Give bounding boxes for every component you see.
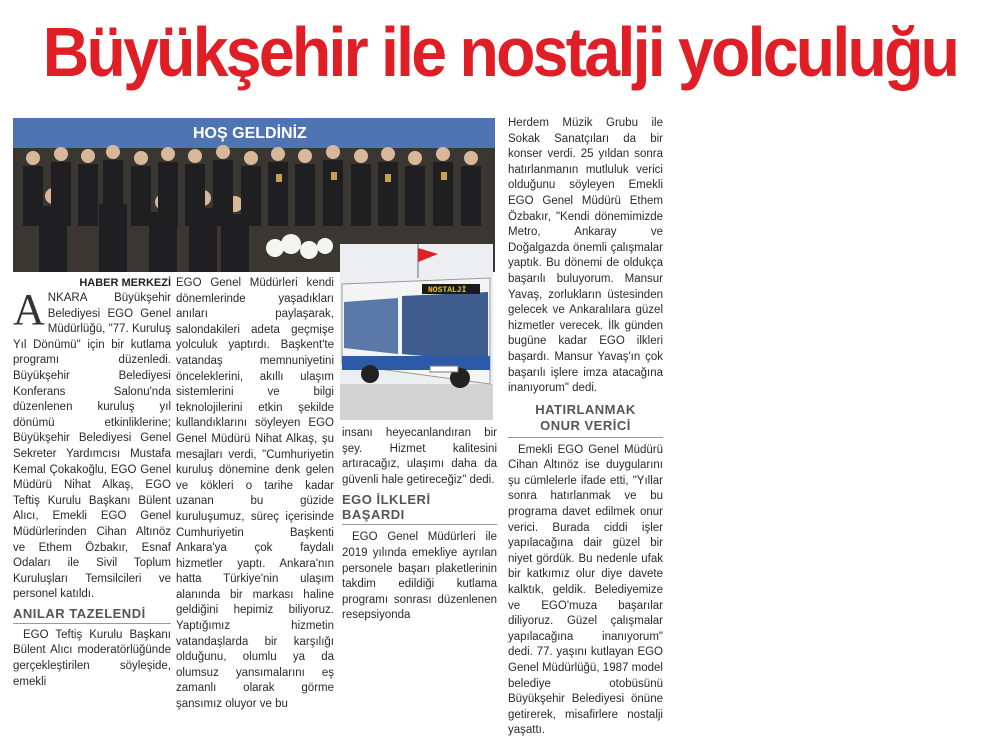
- article-column-4: [508, 116, 663, 739]
- column-1-paragraph-2: EGO Teftiş Kurulu Başkanı Bülent Alıcı moderatörlüğünde gerçekleştirilen söyleşide, emekli: [13, 628, 171, 688]
- article-column-2: [176, 276, 334, 713]
- bus-illustration: [340, 244, 493, 420]
- subhead-line-1: HATIRLANMAK: [535, 401, 636, 417]
- article-column-3: [342, 426, 497, 624]
- column-4-paragraph-1: Herdem Müzik Grubu ile Sokak Sanatçıları da bir konser verdi. 25 yıldan sonra hatırlanmanın mutluluk verici olduğunu söyleyen Emekli EGO Genel Müdürü Ethem Özbakır, "Kendi dönemimizde Metro, Ankaray ve Doğalgazda önemli çalışmalar yaptık. Bu dönemi de oldukça başarılı buluyorum. Mansur Yavaş, zorlukların üstesinden gelecek ve Ankaralılara güzel hizmetler verecek. İlk günden bugüne kadar EGO ilkleri başardı. Mansur Yavaş'ın çok başarılı işlere imza atacağına inanıyorum" dedi.: [508, 117, 663, 395]
- lead-paragraph: [13, 285, 171, 603]
- column-3-paragraph-2: EGO Genel Müdürleri ile 2019 yılında emekliye ayrılan personele başarı plaketlerinin takdim edildiği kutlama programı sonrası düzenlenen resepsiyonda: [342, 531, 497, 622]
- article-column-1: [13, 276, 171, 690]
- column-4-paragraph-2: Emekli EGO Genel Müdürü Cihan Altınöz ise duygularını şu cümlelerle ifade etti, "Yıllar sonra hatırlanmak ve bu programa davet edilmek onur verici. Burada ciddi işler yapılacağına dair güzel bir niyet gördük. Bu nedenle ufak bir katkımız olur diye davete kalktık, geldik. Belediyemize ve EGO'muza başarılar diliyoruz. Güzel çalışmalar yapılacağına inanıyorum" dedi. 77. yaşını kutlayan EGO Genel Müdürlüğü, 1987 model belediye otobüsünü Büyükşehir Belediyesi önüne getirerek, misafirlere nostalji yaşattı.: [508, 443, 663, 737]
- drop-cap: A: [13, 285, 45, 334]
- column-2-paragraph-1: EGO Genel Müdürleri kendi dönemlerinde yaşadıkları anıları paylaşarak, salondakileri adeta geçmişe yolculuk yaptırdı. Başkent'te vatandaş memnuniyetini önceleklerini, akıllı ulaşım sistemlerini ve bilgi teknolojilerini etkin şekilde kullandıklarını söyleyen EGO Genel Müdürü Nihat Alkaş, şu mesajları verdi, "Cumhuriyetin kuruluş dönemine denk gelen ve kökleri o tarihe kadar uzanan bu güzide kuruluşumuz, süreç içerisinde Cumhuriyetin Başkenti Ankara'ya çok faydalı hizmetler yaptı. Ankara'nın hatta Türkiye'nin ulaşım alanında bir markası haline geldiğini hepimiz biliyoruz. Yaptığımız hizmetin vatandaşlarda bir karşılığı olduğunu, olumlu ya da olumsuz yansımalarını eş zamanlı olarak görme şansımız oluyor ve bu: [176, 277, 334, 711]
- headline: Büyükşehir ile nostalji yolculuğu: [42, 13, 958, 91]
- byline: HABER MERKEZİ: [79, 277, 171, 289]
- subhead-line-2: ONUR VERİCİ: [540, 417, 631, 433]
- bus-destination-sign: NOSTALJİ: [428, 286, 467, 295]
- subhead-hatirlanmak-onur-verici: [508, 402, 663, 438]
- subhead-anilar-tazelendi: ANILAR TAZELENDİ: [13, 606, 171, 624]
- lead-text: NKARA Büyükşehir Belediyesi EGO Genel Müdürlüğü, "77. Kuruluş Yıl Dönümü" için bir kutlama programı düzenledi. Büyükşehir Belediyesi Konferans Salonu'nda düzenlenen kuruluş yıl dönümü etkinliklerine; Büyükşehir Belediyesi Genel Sekreter Yardımcısı Mustafa Kemal Çokakoğlu, EGO Genel Müdürü Nihat Alkaş, EGO Teftiş Kurulu Başkanı Bülent Alıcı, Emekli EGO Genel Müdürlerinden Cihan Altınöz ve Ethem Özbakır, Esnaf Odaları ile Sivil Toplum Kuruluşları Temsilcileri ve personel katıldı.: [13, 292, 171, 601]
- subhead-ego-ilkleri-basardi: EGO İLKLERİ BAŞARDI: [342, 492, 497, 525]
- banner-text: HOŞ GELDİNİZ: [193, 125, 307, 142]
- bus-photo: [340, 244, 493, 420]
- column-3-paragraph-1: insanı heyecanlandıran bir şey. Hizmet kalitesini artıracağız, ulaşımı daha da güvenli hale getireceğiz" dedi.: [342, 427, 497, 486]
